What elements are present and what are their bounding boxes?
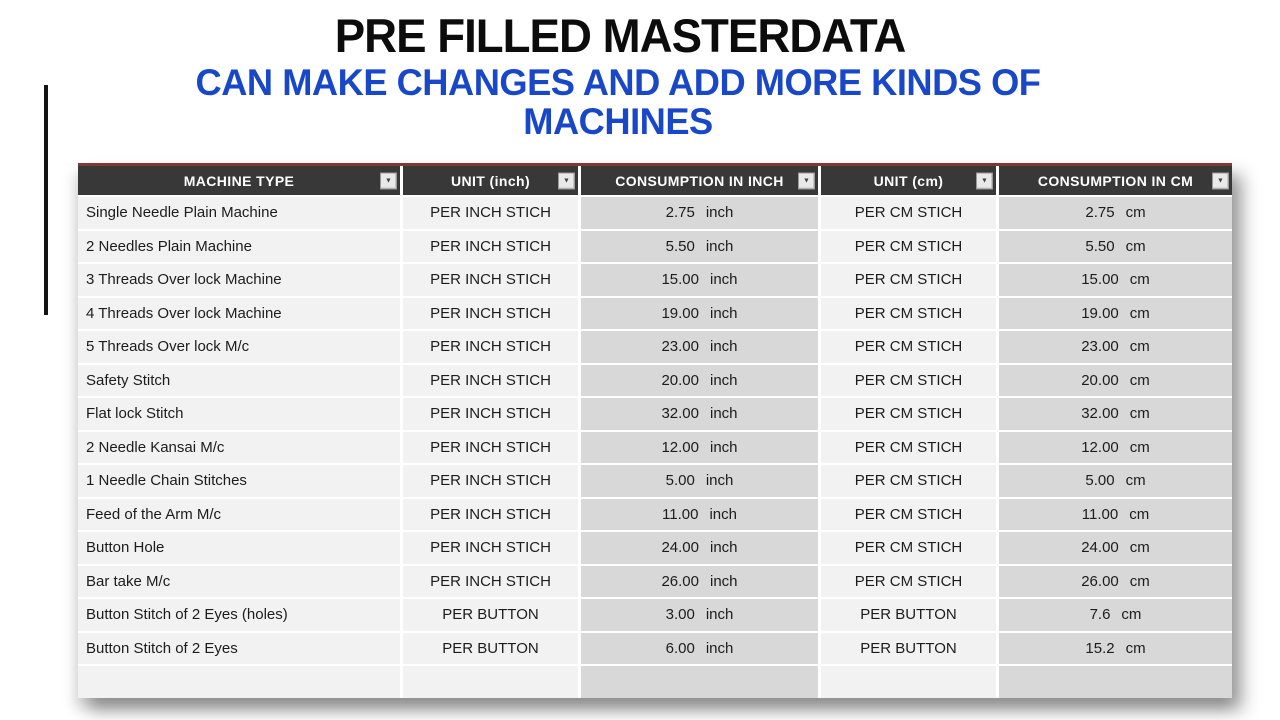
column-header-unit-inch (403, 166, 578, 195)
cell-consumption-inch (581, 532, 818, 564)
cell-consumption-cm (999, 264, 1232, 296)
page-subtitle (12, 63, 1223, 141)
cell-unit-inch (403, 666, 578, 698)
cell-unit-inch: PER INCH STICH (403, 365, 578, 397)
cell-consumption-inch (581, 566, 818, 598)
filter-dropdown-button-unit-cm[interactable] (976, 172, 993, 189)
cell-unit-cm: PER CM STICH (821, 264, 996, 296)
cell-consumption-inch (581, 666, 818, 698)
consumption-inch-value: 23.00 (661, 338, 699, 356)
column-header-machine-type (78, 166, 400, 195)
consumption-cm-value: 5.00 (1085, 472, 1115, 490)
cell-consumption-cm (999, 365, 1232, 397)
consumption-cm-value: 11.00 (1081, 505, 1119, 523)
cell-consumption-cm (999, 599, 1232, 631)
page-subtitle-line2: MACHINES (523, 101, 713, 142)
cell-unit-cm: PER CM STICH (821, 499, 996, 531)
filter-dropdown-icon: ▼ (981, 177, 988, 184)
consumption-cm-value: 20.00 (1081, 371, 1119, 389)
consumption-inch-value: 5.50 (665, 237, 695, 255)
column-header-label: CONSUMPTION IN CM (1037, 172, 1194, 189)
cell-machine-type: Button Stitch of 2 Eyes (holes) (78, 599, 400, 631)
cell-unit-inch: PER INCH STICH (403, 566, 578, 598)
consumption-inch-unit: inch (710, 539, 738, 557)
cell-unit-inch: PER INCH STICH (403, 197, 578, 229)
consumption-inch-value: 5.00 (665, 472, 695, 490)
consumption-cm-value: 2.75 (1085, 204, 1115, 222)
column-header-label: UNIT (cm) (873, 172, 944, 189)
column-header-consumption-in-cm (999, 166, 1232, 195)
consumption-cm-unit: cm (1121, 606, 1142, 624)
cell-consumption-inch (581, 331, 818, 363)
cell-unit-cm: PER CM STICH (821, 365, 996, 397)
cell-consumption-cm (999, 331, 1232, 363)
cell-consumption-cm (999, 231, 1232, 263)
consumption-inch-value: 12.00 (661, 438, 699, 456)
consumption-inch-unit: inch (710, 405, 738, 423)
cell-unit-inch: PER INCH STICH (403, 298, 578, 330)
page-title: PRE FILLED MASTERDATA (334, 9, 906, 62)
filter-dropdown-icon: ▼ (1217, 177, 1224, 184)
column-header-label: UNIT (inch) (450, 172, 531, 189)
consumption-cm-unit: cm (1125, 472, 1146, 490)
consumption-cm-value: 15.00 (1081, 271, 1119, 289)
cell-unit-cm: PER CM STICH (821, 566, 996, 598)
consumption-cm-unit: cm (1129, 304, 1150, 322)
filter-dropdown-button-consumption-in-inch[interactable] (798, 172, 815, 189)
consumption-inch-unit: inch (710, 338, 738, 356)
cell-unit-inch: PER INCH STICH (403, 331, 578, 363)
cell-unit-inch: PER INCH STICH (403, 499, 578, 531)
cell-machine-type (78, 666, 400, 698)
column-header-consumption-in-inch (581, 166, 818, 195)
cell-machine-type: 2 Needles Plain Machine (78, 231, 400, 263)
filter-dropdown-icon: ▼ (385, 177, 392, 184)
cell-consumption-inch (581, 298, 818, 330)
masterdata-grid (78, 166, 1232, 698)
cell-unit-inch: PER INCH STICH (403, 465, 578, 497)
cell-consumption-cm (999, 398, 1232, 430)
cell-unit-cm: PER CM STICH (821, 331, 996, 363)
masterdata-table (78, 163, 1232, 698)
consumption-inch-value: 24.00 (661, 539, 699, 557)
cell-unit-inch: PER INCH STICH (403, 231, 578, 263)
consumption-inch-value: 19.00 (661, 304, 699, 322)
cell-machine-type: 4 Threads Over lock Machine (78, 298, 400, 330)
consumption-cm-value: 7.6 (1089, 606, 1111, 624)
cell-consumption-inch (581, 264, 818, 296)
cell-consumption-inch (581, 197, 818, 229)
consumption-inch-unit: inch (705, 472, 734, 490)
consumption-cm-unit: cm (1129, 505, 1150, 523)
cell-machine-type: Button Stitch of 2 Eyes (78, 633, 400, 665)
cell-unit-cm: PER CM STICH (821, 532, 996, 564)
column-header-label: CONSUMPTION IN INCH (615, 172, 784, 189)
cell-consumption-cm (999, 465, 1232, 497)
filter-dropdown-button-consumption-in-cm[interactable] (1212, 172, 1229, 189)
cell-unit-inch: PER BUTTON (403, 633, 578, 665)
consumption-cm-unit: cm (1129, 539, 1150, 557)
filter-dropdown-icon: ▼ (803, 177, 810, 184)
cell-consumption-cm (999, 666, 1232, 698)
consumption-inch-unit: inch (705, 606, 734, 624)
cell-machine-type: 3 Threads Over lock Machine (78, 264, 400, 296)
cell-consumption-inch (581, 465, 818, 497)
cell-consumption-inch (581, 365, 818, 397)
consumption-inch-unit: inch (705, 237, 734, 255)
column-header-label: MACHINE TYPE (183, 172, 295, 189)
page-subtitle-line1: CAN MAKE CHANGES AND ADD MORE KINDS OF (195, 62, 1041, 103)
filter-dropdown-button-machine-type[interactable] (380, 172, 397, 189)
cell-consumption-cm (999, 298, 1232, 330)
cell-unit-cm: PER BUTTON (821, 633, 996, 665)
consumption-inch-unit: inch (710, 572, 738, 590)
consumption-cm-unit: cm (1129, 438, 1150, 456)
cell-consumption-inch (581, 599, 818, 631)
cell-consumption-cm (999, 633, 1232, 665)
consumption-cm-unit: cm (1125, 639, 1146, 657)
consumption-cm-value: 19.00 (1081, 304, 1119, 322)
consumption-cm-value: 24.00 (1081, 539, 1119, 557)
cell-unit-cm: PER CM STICH (821, 231, 996, 263)
cell-consumption-cm (999, 566, 1232, 598)
consumption-inch-value: 2.75 (665, 204, 695, 222)
cell-consumption-inch (581, 231, 818, 263)
consumption-cm-unit: cm (1129, 371, 1150, 389)
cell-unit-cm: PER BUTTON (821, 599, 996, 631)
consumption-cm-value: 23.00 (1081, 338, 1119, 356)
cell-consumption-inch (581, 499, 818, 531)
cell-consumption-cm (999, 532, 1232, 564)
cell-consumption-cm (999, 432, 1232, 464)
cell-machine-type: 1 Needle Chain Stitches (78, 465, 400, 497)
cell-machine-type: Feed of the Arm M/c (78, 499, 400, 531)
consumption-inch-unit: inch (710, 271, 738, 289)
consumption-inch-value: 3.00 (665, 606, 695, 624)
cell-unit-cm (821, 666, 996, 698)
consumption-cm-value: 32.00 (1081, 405, 1119, 423)
cell-consumption-inch (581, 432, 818, 464)
cell-unit-inch: PER INCH STICH (403, 432, 578, 464)
cell-machine-type: Single Needle Plain Machine (78, 197, 400, 229)
cell-unit-cm: PER CM STICH (821, 398, 996, 430)
consumption-cm-unit: cm (1125, 204, 1146, 222)
consumption-cm-value: 15.2 (1085, 639, 1115, 657)
consumption-inch-value: 6.00 (665, 639, 695, 657)
consumption-cm-value: 5.50 (1085, 237, 1115, 255)
consumption-cm-unit: cm (1125, 237, 1146, 255)
consumption-inch-value: 32.00 (661, 405, 699, 423)
consumption-inch-value: 20.00 (661, 371, 699, 389)
cell-consumption-cm (999, 197, 1232, 229)
cell-machine-type: 2 Needle Kansai M/c (78, 432, 400, 464)
column-header-unit-cm (821, 166, 996, 195)
consumption-cm-value: 12.00 (1081, 438, 1119, 456)
cell-machine-type: Bar take M/c (78, 566, 400, 598)
cell-unit-cm: PER CM STICH (821, 298, 996, 330)
consumption-inch-unit: inch (705, 204, 734, 222)
filter-dropdown-icon: ▼ (563, 177, 570, 184)
cell-machine-type: Flat lock Stitch (78, 398, 400, 430)
consumption-inch-value: 26.00 (661, 572, 699, 590)
consumption-cm-unit: cm (1129, 405, 1150, 423)
cell-machine-type: 5 Threads Over lock M/c (78, 331, 400, 363)
consumption-inch-unit: inch (710, 371, 738, 389)
consumption-cm-unit: cm (1129, 572, 1150, 590)
consumption-inch-value: 15.00 (661, 271, 699, 289)
cell-consumption-inch (581, 633, 818, 665)
consumption-inch-unit: inch (705, 639, 734, 657)
consumption-cm-value: 26.00 (1081, 572, 1119, 590)
consumption-inch-unit: inch (709, 505, 737, 523)
cell-machine-type: Safety Stitch (78, 365, 400, 397)
cell-unit-inch: PER INCH STICH (403, 532, 578, 564)
consumption-cm-unit: cm (1129, 271, 1150, 289)
cell-unit-cm: PER CM STICH (821, 197, 996, 229)
cell-unit-inch: PER INCH STICH (403, 398, 578, 430)
cell-consumption-cm (999, 499, 1232, 531)
cell-unit-inch: PER BUTTON (403, 599, 578, 631)
consumption-inch-value: 11.00 (662, 505, 699, 523)
consumption-cm-unit: cm (1129, 338, 1150, 356)
cell-consumption-inch (581, 398, 818, 430)
consumption-inch-unit: inch (710, 438, 738, 456)
cell-machine-type: Button Hole (78, 532, 400, 564)
cell-unit-inch: PER INCH STICH (403, 264, 578, 296)
filter-dropdown-button-unit-inch[interactable] (558, 172, 575, 189)
cell-unit-cm: PER CM STICH (821, 465, 996, 497)
cell-unit-cm: PER CM STICH (821, 432, 996, 464)
consumption-inch-unit: inch (710, 304, 738, 322)
